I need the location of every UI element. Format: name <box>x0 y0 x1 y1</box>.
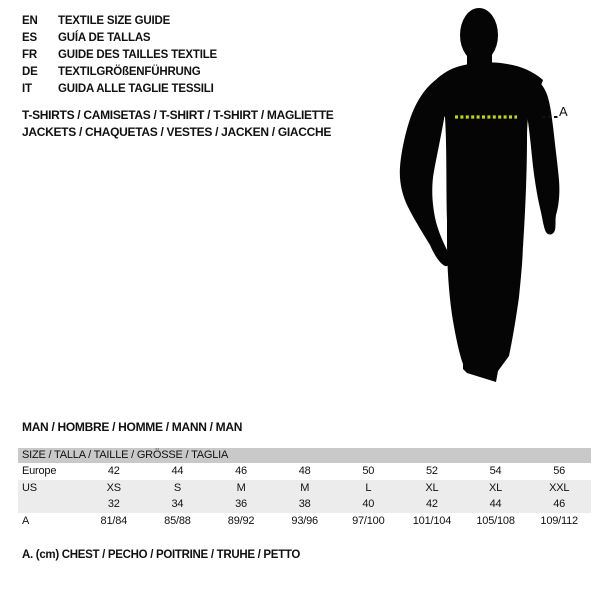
product-line-jackets: JACKETS / CHAQUETAS / VESTES / JACKEN / GIACCHE <box>22 125 332 139</box>
size-cell: 54 <box>489 465 502 477</box>
size-cell: L <box>365 481 372 494</box>
size-cell: 56 <box>553 465 566 477</box>
row-label: A <box>22 514 30 527</box>
size-cell: 40 <box>362 498 375 510</box>
size-cell: XL <box>489 481 503 494</box>
table-row-europe <box>18 463 591 480</box>
row-label <box>18 496 82 513</box>
language-row-en <box>22 13 217 30</box>
size-cell: 42 <box>426 498 438 510</box>
size-cell: 42 <box>107 465 120 477</box>
silhouette-left-arm <box>400 77 450 266</box>
size-cell: 97/100 <box>352 514 385 527</box>
language-row-fr <box>22 47 217 64</box>
size-cell: 93/96 <box>291 514 318 527</box>
row-label: Europe <box>22 465 57 477</box>
section-title-man: MAN / HOMBRE / HOMME / MANN / MAN <box>22 420 243 434</box>
language-label: GUIDE DES TAILLES TEXTILE <box>58 49 217 61</box>
product-category-lines <box>22 107 334 141</box>
language-code: FR <box>22 49 37 61</box>
language-code: DE <box>22 66 38 78</box>
size-cell: XS <box>106 481 121 494</box>
size-cell: 38 <box>298 498 311 510</box>
language-row-es <box>22 30 217 47</box>
size-table <box>18 448 591 529</box>
size-cell: 81/84 <box>100 514 128 527</box>
language-code: IT <box>22 83 32 95</box>
size-cell: 46 <box>553 498 566 510</box>
language-code: ES <box>22 32 37 44</box>
row-label: US <box>22 481 37 494</box>
language-code: EN <box>22 15 38 27</box>
size-cell: 85/88 <box>164 514 191 527</box>
size-cell: 105/108 <box>476 514 515 527</box>
size-cell: M <box>300 481 310 494</box>
size-cell: 109/112 <box>540 514 578 527</box>
size-cell: 36 <box>235 498 247 510</box>
size-cell: 52 <box>426 465 438 477</box>
measurement-footnote: A. (cm) CHEST / PECHO / POITRINE / TRUHE / PETTO <box>22 549 301 561</box>
size-cell: 44 <box>171 465 184 477</box>
language-label: GUIDA ALLE TAGLIE TESSILI <box>58 83 214 95</box>
language-row-de <box>22 64 217 81</box>
size-cell: 32 <box>107 498 120 510</box>
size-table-header: SIZE / TALLA / TAILLE / GRÖSSE / TAGLIA <box>18 448 591 463</box>
chest-measure-label: A <box>559 104 568 119</box>
language-label: TEXTILGRÖßENFÜHRUNG <box>58 66 201 78</box>
size-cell: XL <box>425 481 439 494</box>
table-row-chest-cm <box>18 513 591 530</box>
language-label: TEXTILE SIZE GUIDE <box>58 15 171 27</box>
size-cell: 50 <box>362 465 375 477</box>
table-row-us <box>18 480 591 497</box>
table-row-numeric <box>18 496 591 513</box>
size-cell: 34 <box>171 498 184 510</box>
product-line-tshirts: T-SHIRTS / CAMISETAS / T-SHIRT / T-SHIRT / MAGLIETTE <box>22 108 334 122</box>
size-cell: 44 <box>489 498 502 510</box>
size-cell: 46 <box>235 465 247 477</box>
size-cell: 101/104 <box>412 514 452 527</box>
language-list <box>22 13 217 98</box>
man-silhouette-figure <box>395 5 565 395</box>
size-cell: 48 <box>298 465 311 477</box>
size-cell: S <box>173 481 181 494</box>
size-cell: M <box>236 481 246 494</box>
size-cell: 89/92 <box>227 514 255 527</box>
language-label: GUÍA DE TALLAS <box>58 32 151 44</box>
size-cell: XXL <box>549 481 570 494</box>
language-row-it <box>22 81 217 98</box>
silhouette-legs <box>447 241 523 382</box>
